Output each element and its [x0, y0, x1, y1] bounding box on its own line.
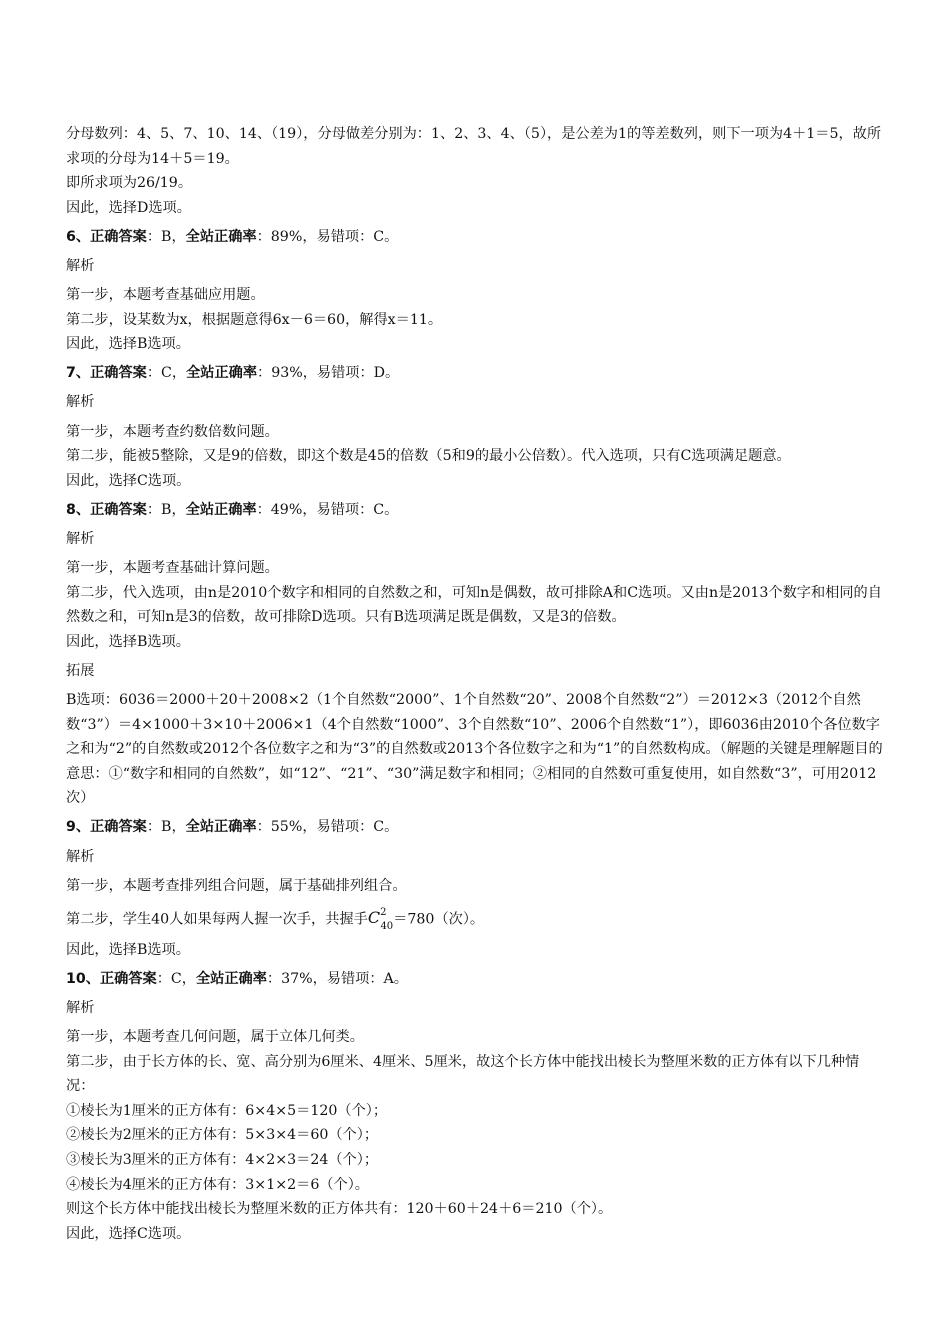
q7-rate-label: 全站正确率	[186, 365, 258, 382]
q10-answer-value: ：C，	[156, 970, 196, 987]
q10-rate-label: 全站正确率	[195, 970, 267, 987]
q9-conclusion: 因此，选择B选项。	[66, 941, 190, 958]
q6-header	[66, 225, 886, 250]
combination-formula	[367, 906, 394, 933]
q9-answer-value: ：B，	[146, 819, 186, 836]
q9-header	[66, 815, 886, 840]
q8-rate-value: ：49%，易错项：C。	[256, 501, 399, 518]
q10-case4: ④棱长为4厘米的正方体有：3×1×2＝6（个）。	[66, 1176, 369, 1193]
q7-step1: 第一步，本题考查约数倍数问题。	[66, 423, 279, 440]
combination-sub: 40	[380, 921, 394, 933]
q6-rate-value: ：89%，易错项：C。	[256, 228, 399, 245]
q9-step2-result: ＝780（次）。	[393, 911, 485, 928]
q10-number: 10、	[66, 970, 100, 987]
q10-case2: ②棱长为2厘米的正方体有：5×3×4＝60（个）；	[66, 1127, 379, 1144]
q7-answer-label: 正确答案	[90, 365, 147, 382]
q6-conclusion: 因此，选择B选项。	[66, 336, 190, 353]
q8-number: 8、	[66, 501, 91, 518]
q9-rate-value: ：55%，易错项：C。	[256, 819, 399, 836]
document-content	[66, 122, 886, 1246]
q8-rate-label: 全站正确率	[185, 501, 257, 518]
q10-rate-value: ：37%，易错项：A。	[266, 970, 408, 987]
q6-rate-label: 全站正确率	[185, 228, 257, 245]
combination-letter: C	[367, 908, 381, 928]
q7-step2: 第二步，能被5整除，又是9的倍数，即这个数是45的倍数（5和9的最小公倍数）。代入选项，只有C选项满足题意。	[66, 448, 791, 465]
q6-number: 6、	[66, 228, 91, 245]
q10-case3: ③棱长为3厘米的正方体有：4×2×3＝24（个）；	[66, 1152, 379, 1169]
q6-answer-label: 正确答案	[90, 228, 147, 245]
q10-step1: 第一步，本题考查几何问题，属于立体几何类。	[66, 1029, 364, 1046]
q9-step2-text: 第二步，学生40人如果每两人握一次手，共握手	[66, 911, 368, 928]
q10-step2: 第二步，由于长方体的长、宽、高分别为6厘米、4厘米、5厘米，故这个长方体中能找出棱长为整厘米数的正方体有以下几种情况：	[66, 1053, 860, 1095]
q7-analysis-title: 解析	[66, 394, 95, 411]
q8-step1: 第一步，本题考查基础计算问题。	[66, 560, 279, 576]
q10-case1: ①棱长为1厘米的正方体有：6×4×5＝120（个）；	[66, 1102, 388, 1119]
q9-step2	[66, 903, 886, 938]
q10-total: 则这个长方体中能找出棱长为整厘米数的正方体共有：120＋60＋24＋6＝210（个）。	[66, 1201, 613, 1218]
q9-number: 9、	[66, 819, 91, 836]
q6-step2: 第二步，设某数为x，根据题意得6x－6＝60，解得x＝11。	[66, 311, 443, 328]
q8-extension: B选项：6036＝2000＋20＋2008×2（1个自然数“2000”、1个自然数“20”、2008个自然数“2”）＝2012×3（2012个自然数“3”）＝4×1000＋3×10＋2006×1（4个自然数“1000”、3个自然数“10”、2006个自然数“1”），即6036由2010个各位数字之和为“2”的自然数或2012个各位数字之和为“3”的自然数或2013个各位数字之和为“1”的自然数构成。（解题的关键是理解题目的意思：①“数字和相同的自然数”，如“12”、“21”、“30”满足数字和相同；②相同的自然数可重复使用，如自然数“3”，可用2012次）	[66, 691, 883, 807]
q7-answer-value: ：C，	[146, 365, 187, 382]
q10-answer-label: 正确答案	[99, 970, 157, 987]
q8-header	[66, 498, 886, 523]
q7-header	[66, 361, 886, 386]
intro-line-result: 即所求项为26/19。	[66, 175, 193, 192]
q8-step2: 第二步，代入选项，由n是2010个数字和相同的自然数之和，可知n是偶数，故可排除A和C选项。又由n是2013个数字和相同的自然数之和，可知n是3的倍数，故可排除D选项。只有B选项满足既是偶数，又是3的倍数。	[66, 584, 882, 626]
q7-rate-value: ：93%，易错项：D。	[257, 365, 400, 382]
q6-analysis-title: 解析	[66, 257, 95, 274]
q8-answer-value: ：B，	[146, 501, 186, 518]
q8-conclusion: 因此，选择B选项。	[66, 633, 190, 650]
q8-analysis-title: 解析	[66, 530, 95, 547]
q8-extension-title: 拓展	[66, 662, 95, 679]
combination-sup: 2	[380, 906, 387, 918]
intro-line-denominator: 分母数列：4、5、7、10、14、（19），分母做差分别为：1、2、3、4、（5），是公差为1的等差数列，则下一项为4＋1＝5，故所求项的分母为14＋5＝19。	[66, 126, 882, 167]
q6-answer-value: ：B，	[146, 228, 186, 245]
intro-conclusion: 因此，选择D选项。	[66, 199, 191, 216]
q7-conclusion: 因此，选择C选项。	[66, 472, 191, 489]
q8-answer-label: 正确答案	[90, 501, 147, 518]
q10-conclusion: 因此，选择C选项。	[66, 1225, 191, 1242]
q10-analysis-title: 解析	[66, 1000, 95, 1017]
q6-step1: 第一步，本题考查基础应用题。	[66, 287, 265, 304]
q7-number: 7、	[66, 365, 91, 382]
q9-rate-label: 全站正确率	[185, 819, 257, 836]
q9-step1: 第一步，本题考查排列组合问题，属于基础排列组合。	[66, 877, 407, 894]
q9-answer-label: 正确答案	[90, 819, 147, 836]
q10-header	[66, 967, 886, 992]
q9-analysis-title: 解析	[66, 848, 95, 865]
